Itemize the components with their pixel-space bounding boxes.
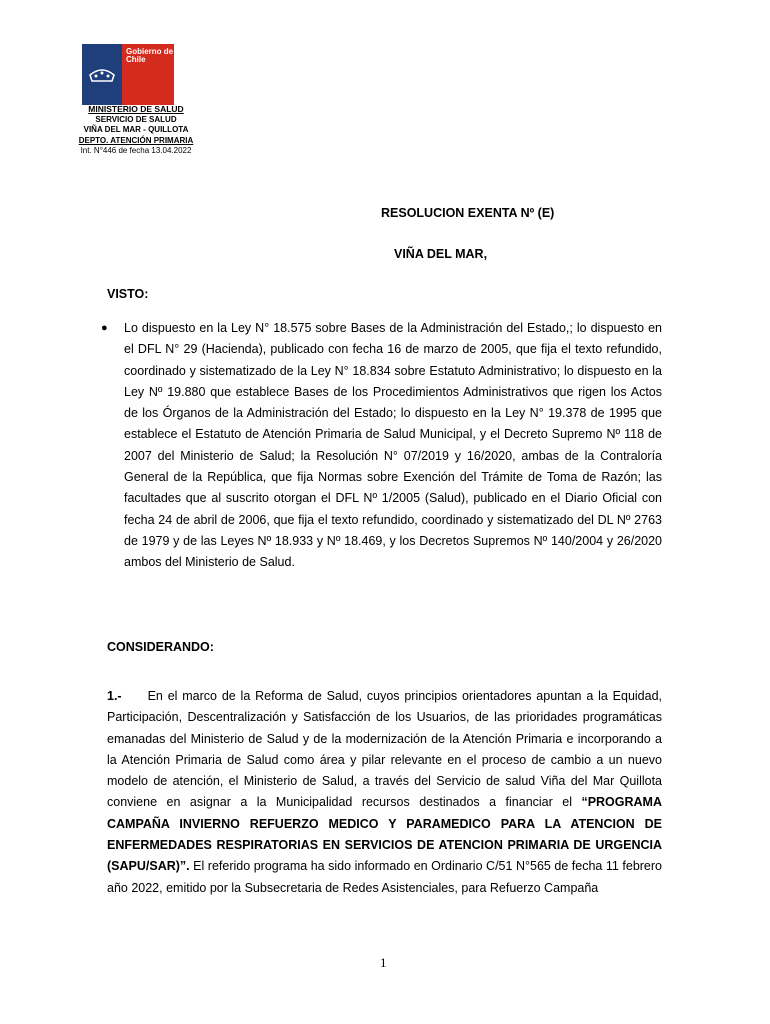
- visto-paragraph: Lo dispuesto en la Ley N° 18.575 sobre Bases de la Administración del Estado,; lo dispuesto en el DFL N° 29 (Hacienda), publicado con fecha 16 de marzo de 2005, que fija el texto refundido, coordinado y sistematizado de la Ley N° 18.834 sobre Estatuto Administrativo; lo dispuesto en la Ley Nº 19.880 que establece Bases de los Procedimientos Administrativos que rigen los Actos de los Órganos de la Administración del Estado; lo dispuesto en la Ley N° 19.378 de 1995 que establece el Estatuto de Atención Primaria de Salud Municipal, y el Decreto Supremo Nº 118 de 2007 del Ministerio de Salud; la Resolución N° 07/2019 y 16/2020, ambas de la Contraloría General de la República, que fija Normas sobre Exención del Trámite de Toma de Razón; las facultades que al suscrito otorgan el DFL Nº 1/2005 (Salud), publicado en el Diario Oficial con fecha 24 de abril de 2006, que fija el texto refundido, coordinado y sistematizado del DL Nº 2763 de 1979 y de las Leyes Nº 18.933 y Nº 18.469, y los Decretos Supremos Nº 140/2004 y 26/2020 ambos del Ministerio de Salud.: [124, 321, 662, 570]
- considerando-heading: CONSIDERANDO:: [107, 640, 214, 654]
- internal-reference: Int. N°446 de fecha 13.04.2022: [80, 146, 192, 155]
- logo-red-panel: [122, 44, 174, 105]
- issuer-header: [66, 104, 206, 157]
- document-place: VIÑA DEL MAR,: [394, 247, 488, 261]
- ministry-name: MINISTERIO DE SALUD: [88, 104, 184, 114]
- region-name: VIÑA DEL MAR - QUILLOTA: [83, 125, 189, 134]
- considerando-text-a: En el marco de la Reforma de Salud, cuyos principios orientadores apuntan a la Equidad, Participación, Descentralización y Satisfacción de los Usuarios, de las prioridades programáticas emanadas del Ministerio de Salud y de la modernización de la Atención Primaria e incorporando a la Atención Primaria de Salud como área y pilar relevante en el proceso de cambio a un nuevo modelo de atención, el Ministerio de Salud, a través del Servicio de salud Viña del Mar Quillota conviene en asignar a la Municipalidad recursos destinados a financiar el: [107, 689, 662, 810]
- bullet-icon: ●: [101, 322, 108, 334]
- considerando-text-b: El referido programa ha sido informado en Ordinario C/51 N°565 de fecha 11 febrero año 2022, emitido por la Subsecretaria de Redes Asistenciales, para Refuerzo Campaña: [107, 859, 662, 895]
- department-name: DEPTO. ATENCIÓN PRIMARIA: [78, 135, 194, 145]
- considerando-paragraph-1: [107, 686, 662, 899]
- logo-blue-panel: [82, 44, 122, 105]
- shield-icon: [86, 61, 118, 87]
- program-name: “PROGRAMA CAMPAÑA INVIERNO REFUERZO MEDICO Y PARAMEDICO PARA LA ATENCION DE ENFERMEDADES RESPIRATORIAS EN SERVICIOS DE ATENCION PRIMARIA DE URGENCIA (SAPU/SAR)”.: [107, 795, 662, 874]
- considerando-number: 1.-: [107, 689, 122, 703]
- page-number: 1: [380, 955, 387, 970]
- service-name: SERVICIO DE SALUD: [95, 114, 177, 124]
- visto-heading: VISTO:: [107, 287, 149, 301]
- gobierno-de-chile-logo: [82, 44, 174, 105]
- logo-text: Gobierno de Chile: [126, 47, 174, 64]
- document-title: RESOLUCION EXENTA Nº (E): [381, 206, 555, 220]
